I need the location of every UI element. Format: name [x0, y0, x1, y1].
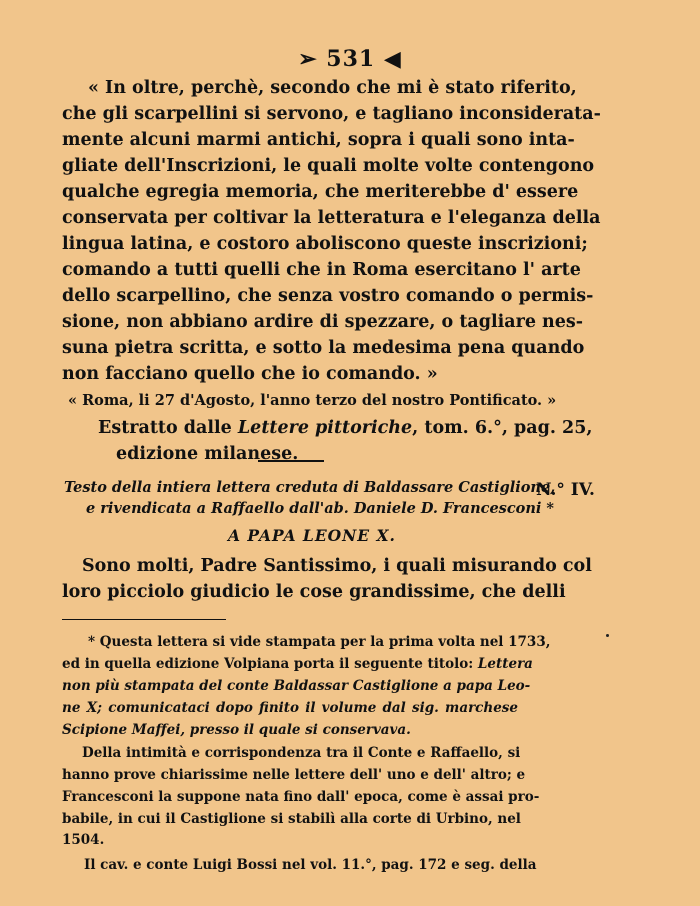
body-line-1: « In oltre, perchè, secondo che mi è stato riferito, — [88, 78, 577, 98]
page-number — [0, 46, 700, 72]
footnote-p2-line-4: babile, in cui il Castiglione si stabilì alla corte di Urbino, nel — [62, 811, 521, 827]
opening-line-1: Sono molti, Padre Santissimo, i quali misurando col — [82, 556, 592, 576]
section-heading-line-2: e rivendicata a Raffaello dall'ab. Daniele D. Francesconi * — [86, 500, 555, 517]
dateline: « Roma, li 27 d'Agosto, l'anno terzo del nostro Pontificato. » — [68, 392, 557, 409]
body-line-3: mente alcuni marmi antichi, sopra i quali sono intа- — [62, 130, 575, 150]
extract-prefix: Estratto dalle — [98, 418, 238, 438]
footnote-p2-line-2: hanno prove chiarissime nelle lettere dell' uno e dell' altro; e — [62, 767, 526, 783]
footnote-rule — [62, 619, 226, 620]
extract-edition: edizione milanese. — [116, 444, 299, 464]
footnote-line-5: Scipione Maffei, presso il quale si conservava. — [62, 722, 411, 738]
page-number-text: 531 — [326, 46, 376, 72]
body-line-4: gliate dell'Inscrizioni, le quali molte volte contengono — [62, 156, 595, 176]
ink-speck — [606, 634, 609, 637]
footnote-line-4: ne X; comunicataci dopo finito il volume dal sig. marchese — [62, 700, 518, 716]
footnote-p3-line-1: Il cav. e conte Luigi Bossi nel vol. 11.°, pag. 172 e seg. della — [84, 857, 537, 873]
footnote-p2-line-1: Della intimità e corrispondenza tra il Conte e Raffaello, si — [82, 745, 521, 761]
body-line-10: sione, non abbiano ardire di spezzare, o tagliare nes- — [62, 312, 584, 332]
right-ornament-icon: ◀ — [375, 46, 402, 72]
extract-work-title: Lettere pittoriche — [237, 418, 413, 438]
footnote-line-3: non più stampata del conte Baldassar Castiglione a papa Leo- — [62, 678, 531, 694]
left-ornament-icon: ➢ — [298, 46, 327, 72]
body-line-6: conservata per coltivar la letteratura e l'eleganza della — [62, 208, 601, 228]
document-number: N.° IV. — [536, 480, 595, 500]
body-line-11: suna pietra scritta, e sotto la medesima pena quando — [62, 338, 585, 358]
footnote-line-2 — [62, 656, 533, 672]
body-line-2: che gli scarpellini si servono, e tagliano inconsideratа- — [62, 104, 601, 124]
body-line-5: qualche egregia memoria, che meriterebbe d' essere — [62, 182, 579, 202]
footnote-line-2-pre: ed in quella edizione Volpiana porta il seguente titolo: — [62, 656, 478, 672]
extract-source — [98, 418, 592, 438]
footnote-line-2-italic: Lettera — [477, 656, 533, 672]
section-divider — [258, 460, 324, 462]
body-line-7: lingua latina, e costoro aboliscono queste inscrizioni; — [62, 234, 588, 254]
footnote-p2-line-5: 1504. — [62, 832, 105, 848]
footnote-line-1: * Questa lettera si vide stampata per la prima volta nel 1733, — [88, 634, 551, 650]
body-line-8: comando a tutti quelli che in Roma esercitano l' arte — [62, 260, 581, 280]
extract-suffix: , tom. 6.°, pag. 25, — [412, 418, 593, 438]
body-line-12: non facciano quello che io comando. » — [62, 364, 438, 384]
section-heading-line-1: Testo della intiera lettera creduta di Baldassare Castiglione, — [64, 479, 556, 496]
opening-line-2: loro picciolo giudicio le cose grandissime, che delli — [62, 582, 566, 602]
letter-title: A PAPA LEONE X. — [228, 526, 396, 545]
footnote-p2-line-3: Francesconi la suppone nata fino dall' epoca, come è assai pro- — [62, 789, 540, 805]
body-line-9: dello scarpellino, che senza vostro comando o permis- — [62, 286, 594, 306]
